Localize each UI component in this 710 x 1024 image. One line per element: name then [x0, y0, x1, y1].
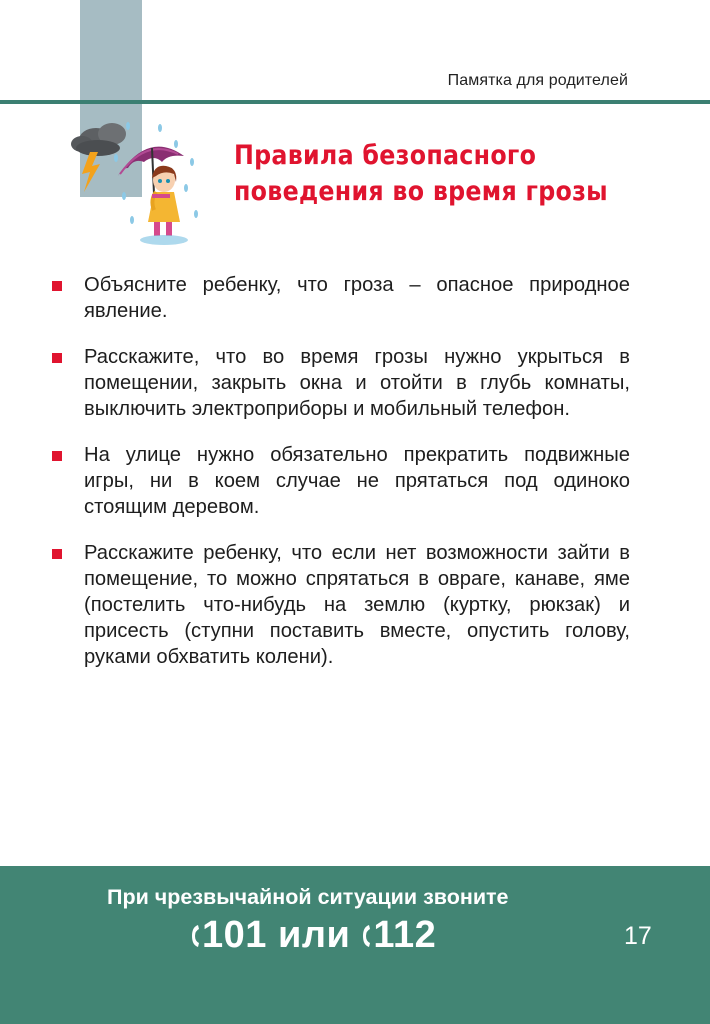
list-item [52, 272, 630, 324]
list-item-text: Расскажите, что во время грозы нужно укрыться в помещении, закрыть окна и отойти в глубь комнаты, выключить электроприборы и мобильный телефон. [84, 346, 630, 420]
phone-icon [361, 923, 371, 949]
bullet-square-icon [52, 353, 62, 363]
list-item-text: Объясните ребенку, что гроза – опасное природное явление. [84, 274, 630, 322]
list-item-text: На улице нужно обязательно прекратить подвижные игры, ни в коем случае не прятаться под одиноко стоящим деревом. [84, 444, 630, 518]
emergency-conjunction: или [277, 914, 351, 956]
phone-icon [190, 923, 200, 949]
emergency-numbers [190, 914, 436, 957]
emergency-number-101: 101 [202, 914, 267, 956]
emergency-footer [0, 866, 710, 1024]
list-item [52, 540, 630, 670]
page-number: 17 [624, 922, 652, 950]
storm-cloud-icon [71, 123, 126, 156]
title-line-2: поведения во время грозы [234, 176, 608, 207]
girl-figure [140, 166, 188, 245]
header-label: Памятка для родителей [447, 72, 628, 89]
advice-list [52, 272, 630, 690]
lightning-icon [82, 152, 100, 192]
title-line-1: Правила безопасного [234, 140, 537, 171]
list-item-text: Расскажите ребенку, что если нет возможности зайти в помещение, то можно спрятаться в овраге, канаве, яме (постелить что-нибудь на землю (куртку, рюкзак) и присесть (ступни поставить вместе, опустить голову, руками обхватить колени). [84, 542, 630, 668]
page-title [234, 138, 608, 210]
bullet-square-icon [52, 281, 62, 291]
bullet-square-icon [52, 451, 62, 461]
emergency-number-112: 112 [373, 914, 437, 956]
girl-with-umbrella-illustration [68, 118, 218, 250]
bullet-square-icon [52, 549, 62, 559]
umbrella-icon [118, 147, 184, 194]
header-divider [0, 100, 710, 104]
list-item [52, 442, 630, 520]
emergency-call-label: При чрезвычайной ситуации звоните [107, 885, 509, 909]
list-item [52, 344, 630, 422]
